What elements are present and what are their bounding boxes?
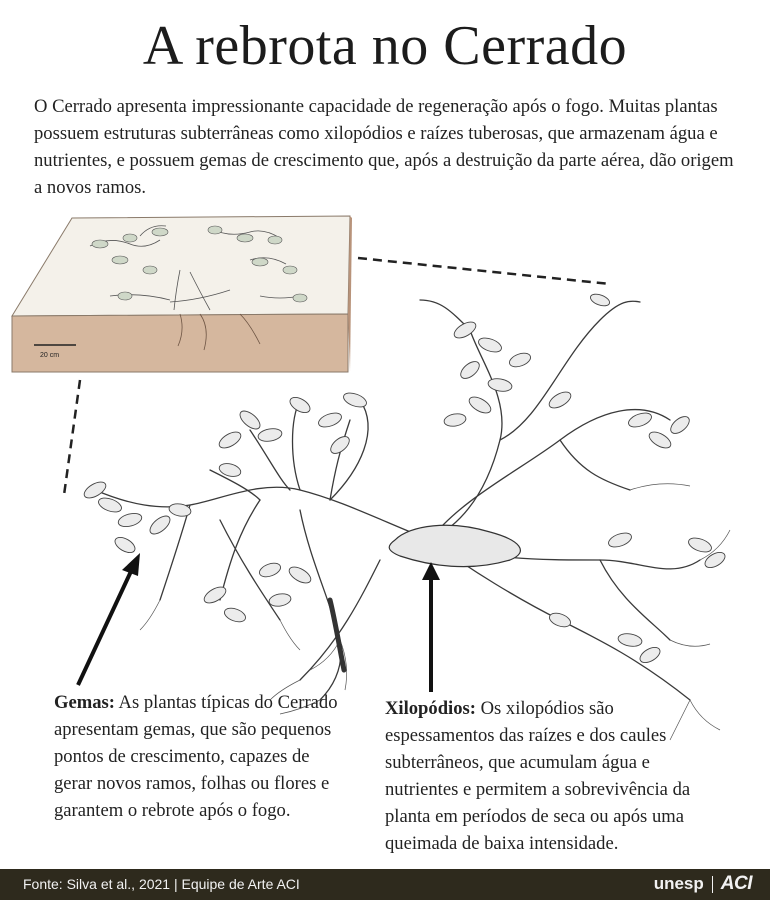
xylopodium <box>389 525 520 566</box>
source-credit: Fonte: Silva et al., 2021 | Equipe de Arte ACI <box>23 876 300 892</box>
gemas-arrow <box>78 553 140 685</box>
page-title: A rebrota no Cerrado <box>142 15 628 77</box>
soil-block <box>12 216 352 372</box>
gemas-term: Gemas: <box>54 692 115 713</box>
footer-logos <box>654 873 752 895</box>
intro-paragraph: O Cerrado apresenta impressionante capacidade de regeneração após o fogo. Muitas plantas possuem estruturas subterrâneas como xilopódios e raízes tuberosas, que armazenam água e nutrientes, e possuem gemas de crescimento que, após a destruição da parte aérea, dão origem a novos ramos. <box>34 96 734 198</box>
footer-bar <box>0 869 770 900</box>
gemas-text: As plantas típicas do Cerrado apresentam gemas, que são pequenos pontos de crescimento, capazes de gerar novos ramos, folhas ou flores e garantem o rebrote após o fogo. <box>54 692 338 821</box>
xilopodios-arrow <box>422 562 440 692</box>
gemas-caption <box>54 689 340 824</box>
xilopodios-text: Os xilopódios são espessamentos das raízes e dos caules subterrâneos, que acumulam água e nutrientes e permitem a sobrevivência da planta em períodos de seca ou após uma queimada de baixa intensidade. <box>385 698 691 854</box>
xilopodios-term: Xilopódios: <box>385 698 476 719</box>
unesp-logo: unesp <box>653 874 704 893</box>
logo-separator <box>712 876 713 893</box>
scale-label: 20 cm <box>40 352 60 359</box>
aci-logo: ACI <box>720 873 752 894</box>
xilopodios-caption <box>385 695 720 857</box>
